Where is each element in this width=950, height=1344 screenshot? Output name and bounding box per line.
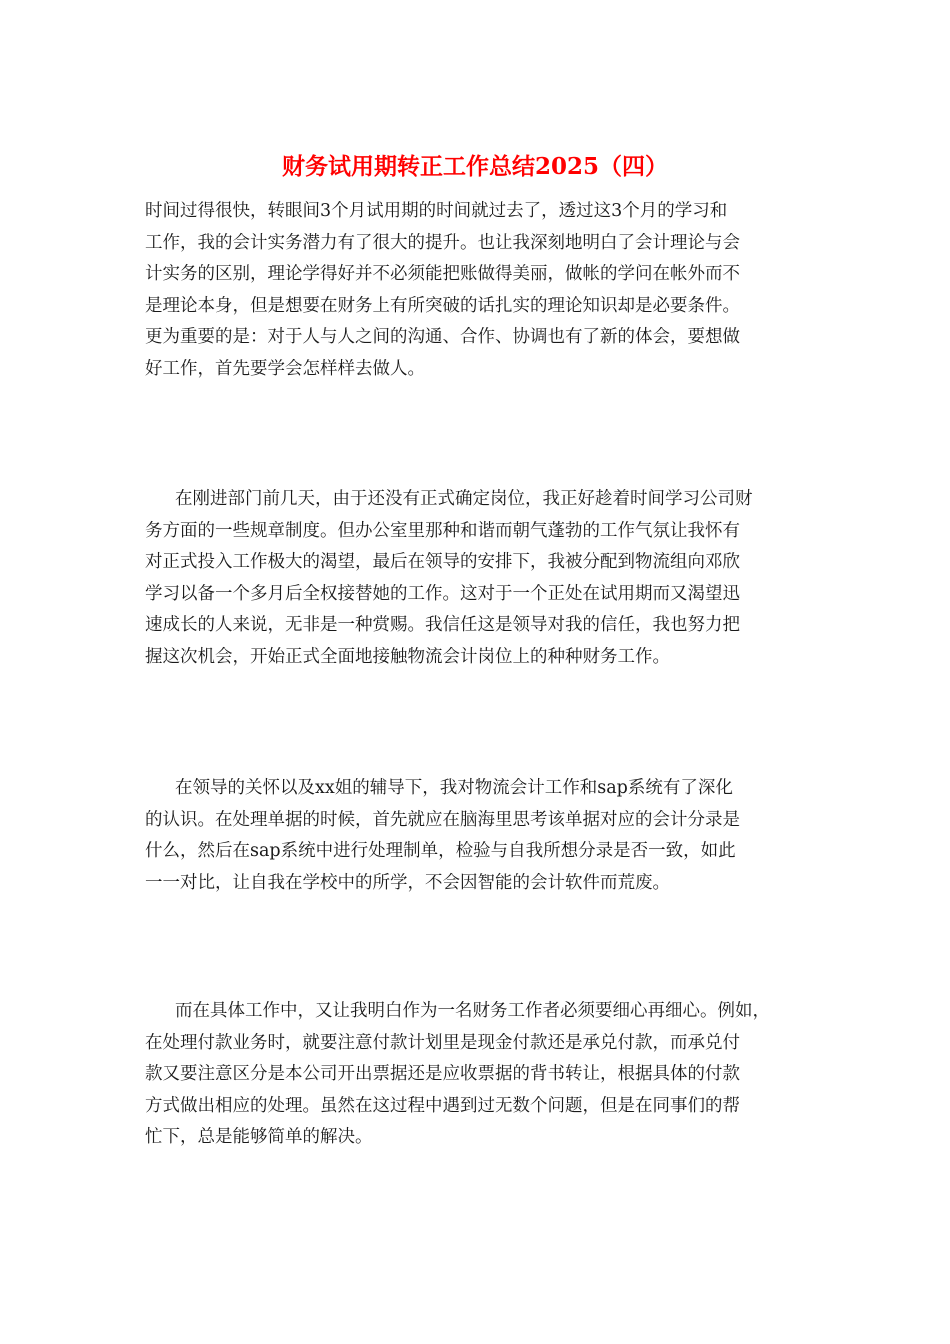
paragraph-line: 握这次机会，开始正式全面地接触物流会计岗位上的种种财务工作。	[145, 646, 670, 667]
paragraph-line: 忙下，总是能够简单的解决。	[145, 1127, 373, 1147]
paragraph-4	[145, 996, 810, 1154]
paragraph-line: 在处理付款业务时，就要注意付款计划里是现金付款还是承兑付款，而承兑付	[145, 1032, 740, 1053]
paragraph-line: 款又要注意区分是本公司开出票据还是应收票据的背书转让，根据具体的付款	[145, 1064, 740, 1084]
document-title: 财务试用期转正工作总结2025（四）	[281, 153, 668, 180]
paragraph-line: 的认识。在处理单据的时候，首先就应在脑海里思考该单据对应的会计分录是	[145, 809, 740, 830]
paragraph-line: 在刚进部门前几天，由于还没有正式确定岗位，我正好趁着时间学习公司财	[175, 489, 753, 509]
paragraph-line: 速成长的人来说，无非是一种赏赐。我信任这是领导对我的信任，我也努力把	[145, 615, 740, 635]
paragraph-line: 更为重要的是：对于人与人之间的沟通、合作、协调也有了新的体会，要想做	[145, 327, 740, 347]
paragraph-line: 方式做出相应的处理。虽然在这过程中遇到过无数个问题，但是在同事们的帮	[145, 1095, 740, 1116]
paragraph-line: 工作，我的会计实务潜力有了很大的提升。也让我深刻地明白了会计理论与会	[145, 232, 740, 253]
paragraph-line: 好工作，首先要学会怎样样去做人。	[145, 358, 425, 379]
paragraph-line: 学习以备一个多月后全权接替她的工作。这对于一个正处在试用期而又渴望迅	[145, 583, 740, 604]
paragraph-2	[145, 484, 810, 673]
paragraph-line: 务方面的一些规章制度。但办公室里那种和谐而朝气蓬勃的工作气氛让我怀有	[145, 520, 740, 541]
paragraph-line: 在领导的关怀以及xx姐的辅导下，我对物流会计工作和sap系统有了深化	[175, 778, 733, 798]
paragraph-line: 是理论本身，但是想要在财务上有所突破的话扎实的理论知识却是必要条件。	[145, 295, 740, 316]
paragraph-line: 时间过得很快，转眼间3个月试用期的时间就过去了，透过这3个月的学习和	[145, 201, 728, 221]
paragraph-3	[145, 773, 810, 899]
paragraph-line: 对正式投入工作极大的渴望，最后在领导的安排下，我被分配到物流组向邓欣	[145, 552, 740, 572]
paragraph-line: 计实务的区别，理论学得好并不必须能把账做得美丽，做帐的学问在帐外而不	[145, 264, 740, 284]
paragraph-1	[145, 196, 810, 385]
paragraph-line: 什么，然后在sap系统中进行处理制单，检验与自我所想分录是否一致，如此	[145, 841, 736, 861]
paragraph-line: 一一对比，让自我在学校中的所学，不会因智能的会计软件而荒废。	[145, 872, 670, 893]
paragraph-line: 而在具体工作中，又让我明白作为一名财务工作者必须要细心再细心。例如，	[175, 1001, 770, 1021]
